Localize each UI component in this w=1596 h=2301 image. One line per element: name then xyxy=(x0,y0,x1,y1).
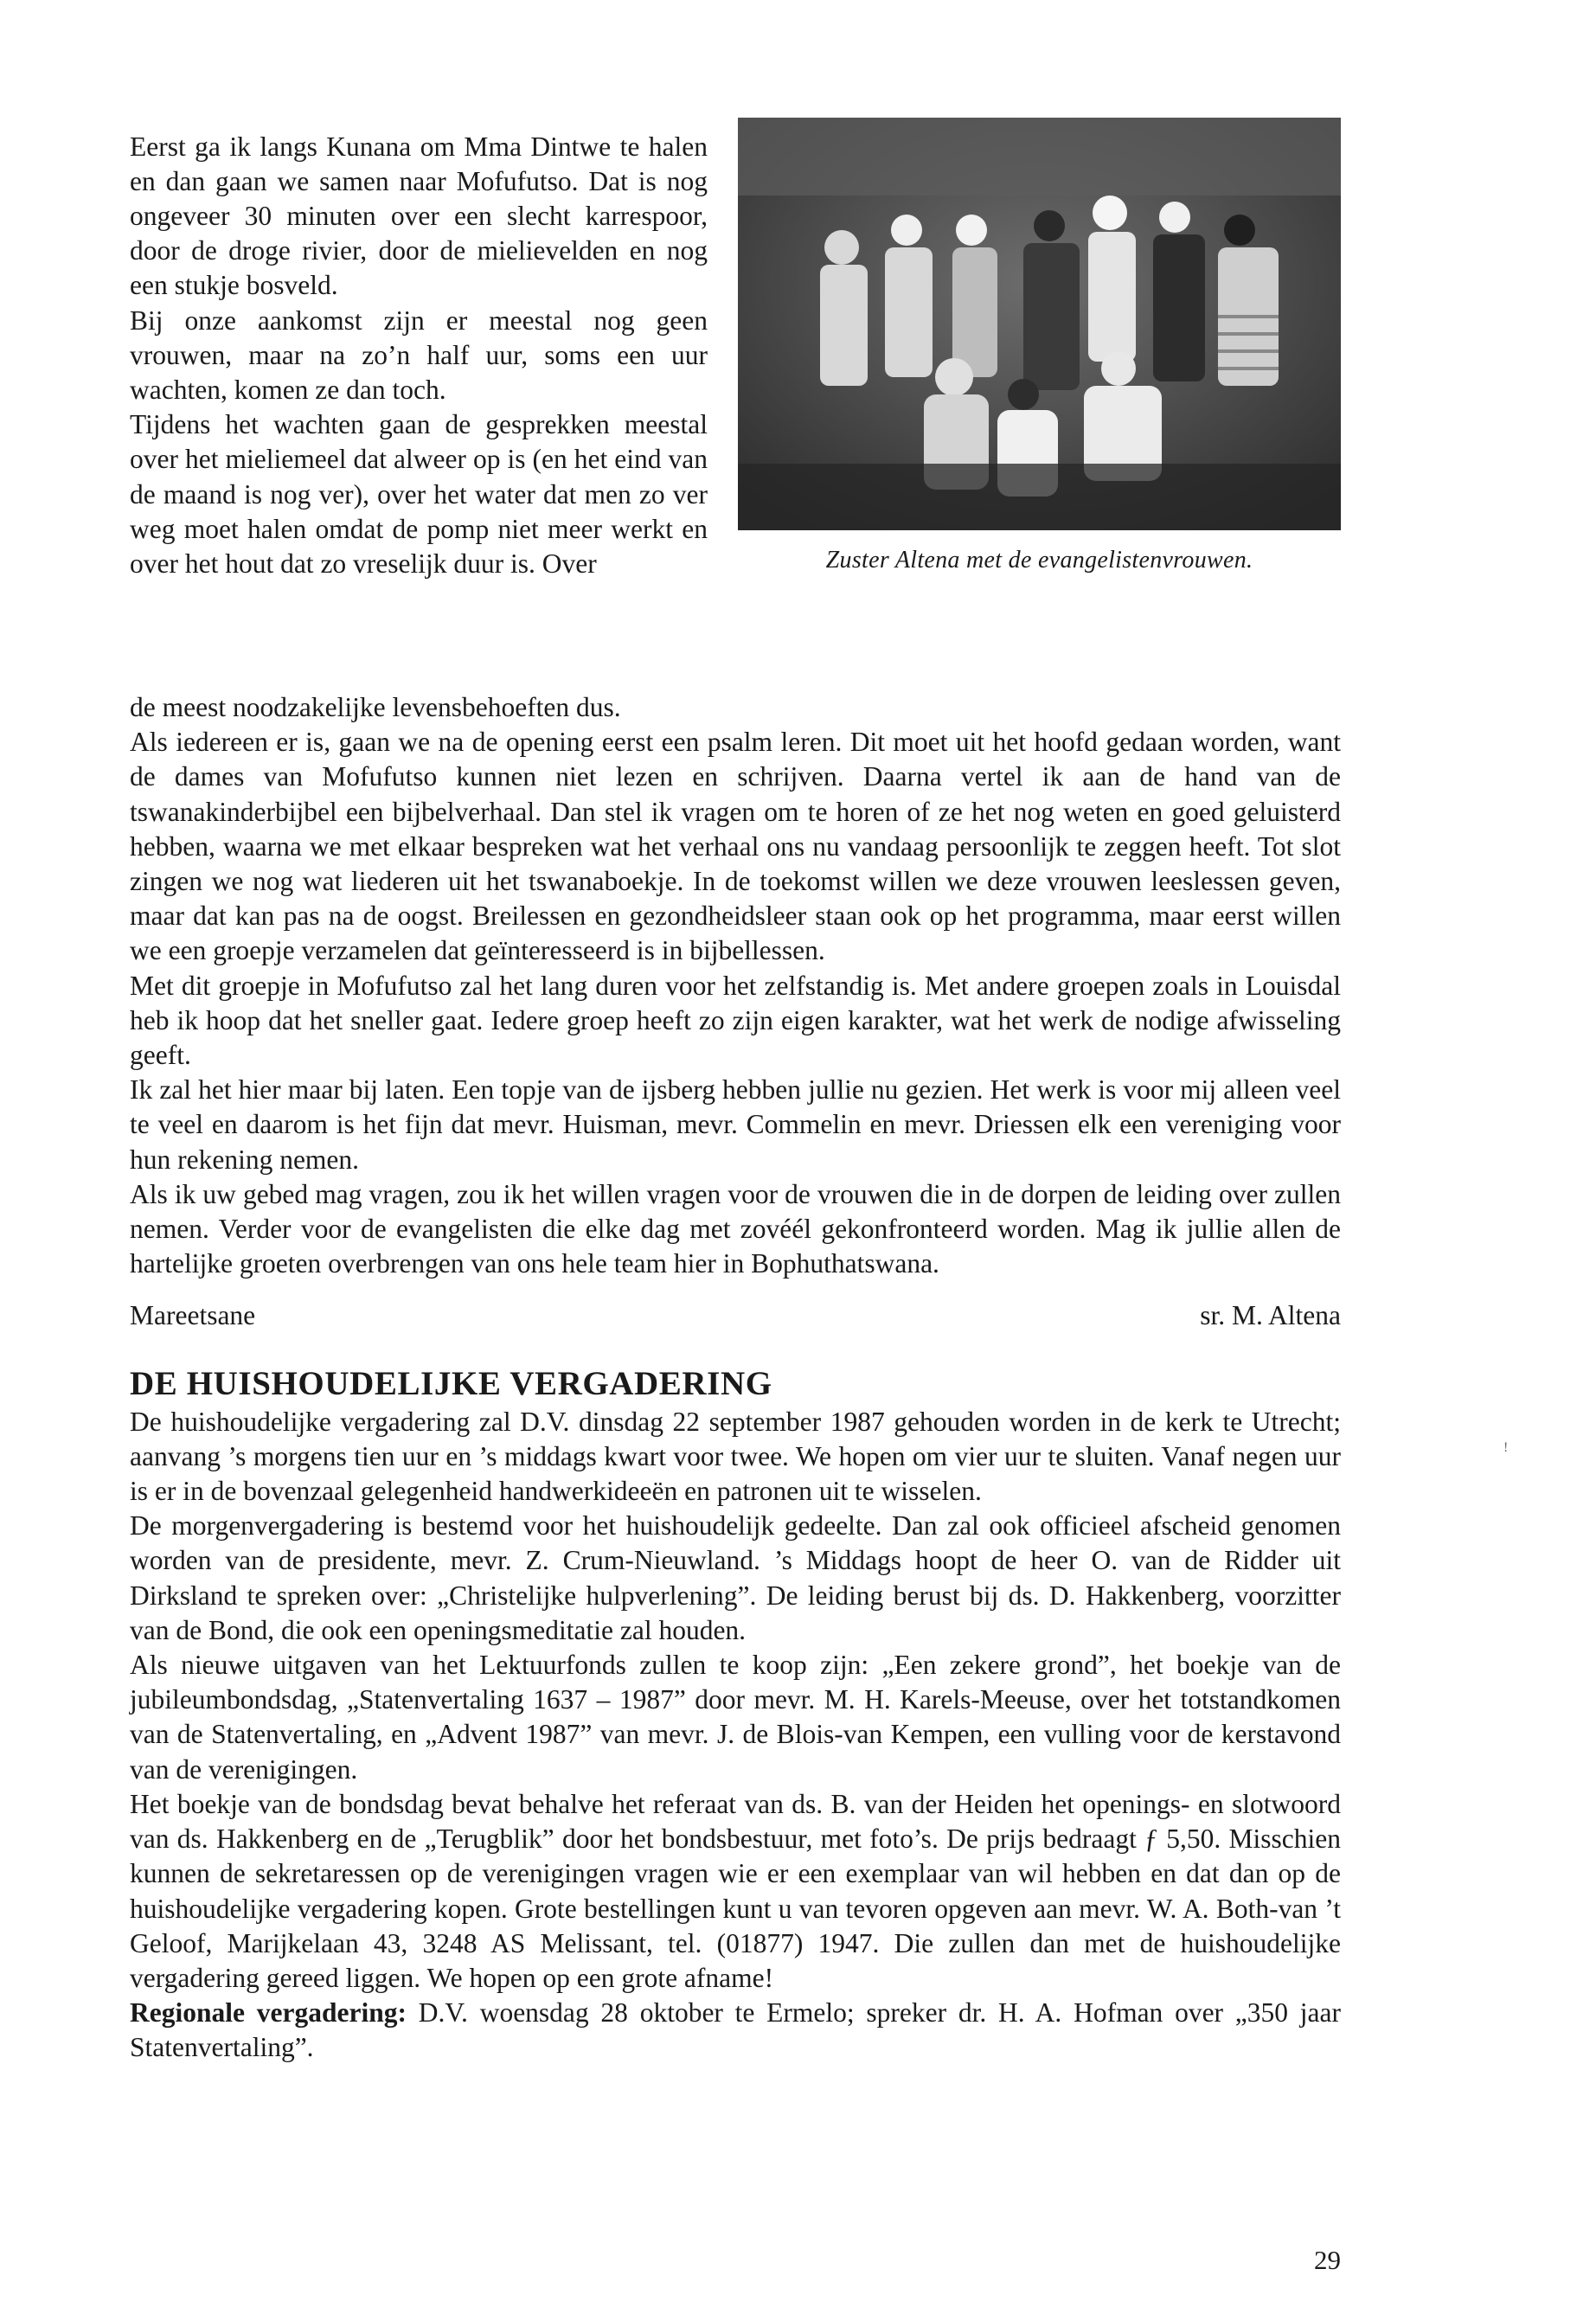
stray-mark: ! xyxy=(1503,1440,1509,1455)
signoff-place: Mareetsane xyxy=(130,1300,256,1331)
section2-paragraph-4: Het boekje van de bondsdag bevat behalve het referaat van ds. B. van der Heiden het openings- en slotwoord van ds. Hakkenberg en de „Terugblik” door het bondsbestuur, met foto’s. De prijs bedraagt ƒ 5,50. Misschien kunnen de sekretaressen op de verenigingen vragen wie er een exemplaar van wil hebben en dat dan op de huishoudelijke vergadering kopen. Grote bestellingen kunt u van tevoren opgeven aan mevr. W. A. Both-van ’t Geloof, Marijkelaan 43, 3248 AS Melissant, tel. (01877) 1947. Die zullen dan met de huishoudelijke vergadering gereed liggen. We hopen op een grote afname! xyxy=(130,1788,1341,1993)
signoff-author: sr. M. Altena xyxy=(1200,1300,1341,1331)
regional-text: D.V. woensdag 28 oktober te Ermelo; spreker dr. H. A. Hofman over „350 jaar Statenvertaling”. xyxy=(130,1997,1342,2063)
body-paragraph-2: Met dit groepje in Mofufutso zal het lang duren voor het zelfstandig is. Met andere groepen zoals in Louisdal heb ik hoop dat het sneller gaat. Iedere groep heeft zo zijn eigen karakter, wat het werk de nodige afwisseling geeft. xyxy=(130,970,1341,1071)
group-photo-icon xyxy=(738,118,1341,530)
section2-paragraph-1: De huishoudelijke vergadering zal D.V. dinsdag 22 september 1987 gehouden worden in de kerk te Utrecht; aanvang ’s morgens tien uur en ’s middags kwart voor twee. We hopen om vier uur te sluiten. Vanaf negen uur is er in de bovenzaal gelegenheid handwerkideeën en patronen uit te wisselen. xyxy=(130,1406,1341,1507)
intro-section xyxy=(130,102,1341,690)
document-page xyxy=(130,102,1341,2066)
regional-label: Regionale vergadering: xyxy=(130,1997,407,2029)
group-photo xyxy=(738,118,1341,530)
regional-meeting xyxy=(130,1996,1341,2065)
intro-column-text: Eerst ga ik langs Kunana om Mma Dintwe te halen en dan gaan we samen naar Mofufutso. Dat is nog ongeveer 30 minuten over een slecht karrespoor, door de droge rivier, door de mielievelden en nog een stukje bosveld. Bij onze aankomst zijn er meestal nog geen vrouwen, maar na zo’n half uur, soms een uur wachten, komen ze dan toch. Tijdens het wachten gaan de gesprekken meestal over het mieliemeel dat alweer op is (en het eind van de maand is nog ver), over het water dat men zo ver weg moet halen omdat de pomp niet meer werkt en over het hout dat zo vreselijk duur is. Over xyxy=(130,131,708,579)
main-body xyxy=(130,690,1341,2066)
photo-caption: Zuster Altena met de evangelistenvrouwen. xyxy=(825,547,1253,574)
intro-tail-text: de meest noodzakelijke levensbehoeften dus. xyxy=(130,692,621,722)
section2-paragraph-3: Als nieuwe uitgaven van het Lektuurfonds zullen te koop zijn: „Een zekere grond”, het boekje van de jubileumbondsdag, „Statenvertaling 1637 – 1987” door mevr. M. H. Karels-Meeuse, over het totstandkomen van de Statenvertaling, en „Advent 1987” van mevr. J. de Blois-van Kempen, een vulling voor de kerstavond van de verenigingen. xyxy=(130,1650,1341,1785)
section2-paragraph-2: De morgenvergadering is bestemd voor het huishoudelijk gedeelte. Dan zal ook officieel afscheid genomen worden van de presidente, mevr. Z. Crum-Nieuwland. ’s Middags hoopt de heer O. van de Ridder uit Dirksland te spreken over: „Christelijke hulpverlening”. De leiding berust bij ds. D. Hakkenberg, voorzitter van de Bond, die ook een openingsmeditatie zal houden. xyxy=(130,1510,1341,1645)
signoff xyxy=(130,1298,1341,1333)
section-heading: DE HUISHOUDELIJKE VERGADERING xyxy=(130,1364,772,1402)
body-paragraph-3: Ik zal het hier maar bij laten. Een topje van de ijsberg hebben jullie nu gezien. Het werk is voor mij alleen veel te veel en daarom is het fijn dat mevr. Huisman, mevr. Commelin en mevr. Driessen elk een vereniging voor hun rekening nemen. xyxy=(130,1074,1341,1175)
body-paragraph-4: Als ik uw gebed mag vragen, zou ik het willen vragen voor de vrouwen die in de dorpen de leiding over zullen nemen. Verder voor de evangelisten die elke dag met zovéél gekonfronteerd worden. Mag ik jullie allen de hartelijke groeten overbrengen van ons hele team hier in Bophuthatswana. xyxy=(130,1178,1341,1279)
body-paragraph-1: Als iedereen er is, gaan we na de opening eerst een psalm leren. Dit moet uit het hoofd gedaan worden, want de dames van Mofufutso kunnen niet lezen en schrijven. Daarna vertel ik aan de hand van de tswanakinderbijbel een bijbelverhaal. Dan stel ik vragen om te horen of ze het nog weten en goed geluisterd hebben, waarna we met elkaar bespreken wat het verhaal ons nu vandaag persoonlijk te zeggen heeft. Tot slot zingen we nog wat liederen uit het tswanaboekje. In de toekomst willen we deze vrouwen leeslessen geven, maar dat kan pas na de oogst. Breilessen en gezondheidsleer staan ook op het programma, maar eerst willen we een groepje verzamelen dat geïnteresseerd is in bijbellessen. xyxy=(130,727,1341,966)
page-number: 29 xyxy=(1314,2245,1341,2275)
